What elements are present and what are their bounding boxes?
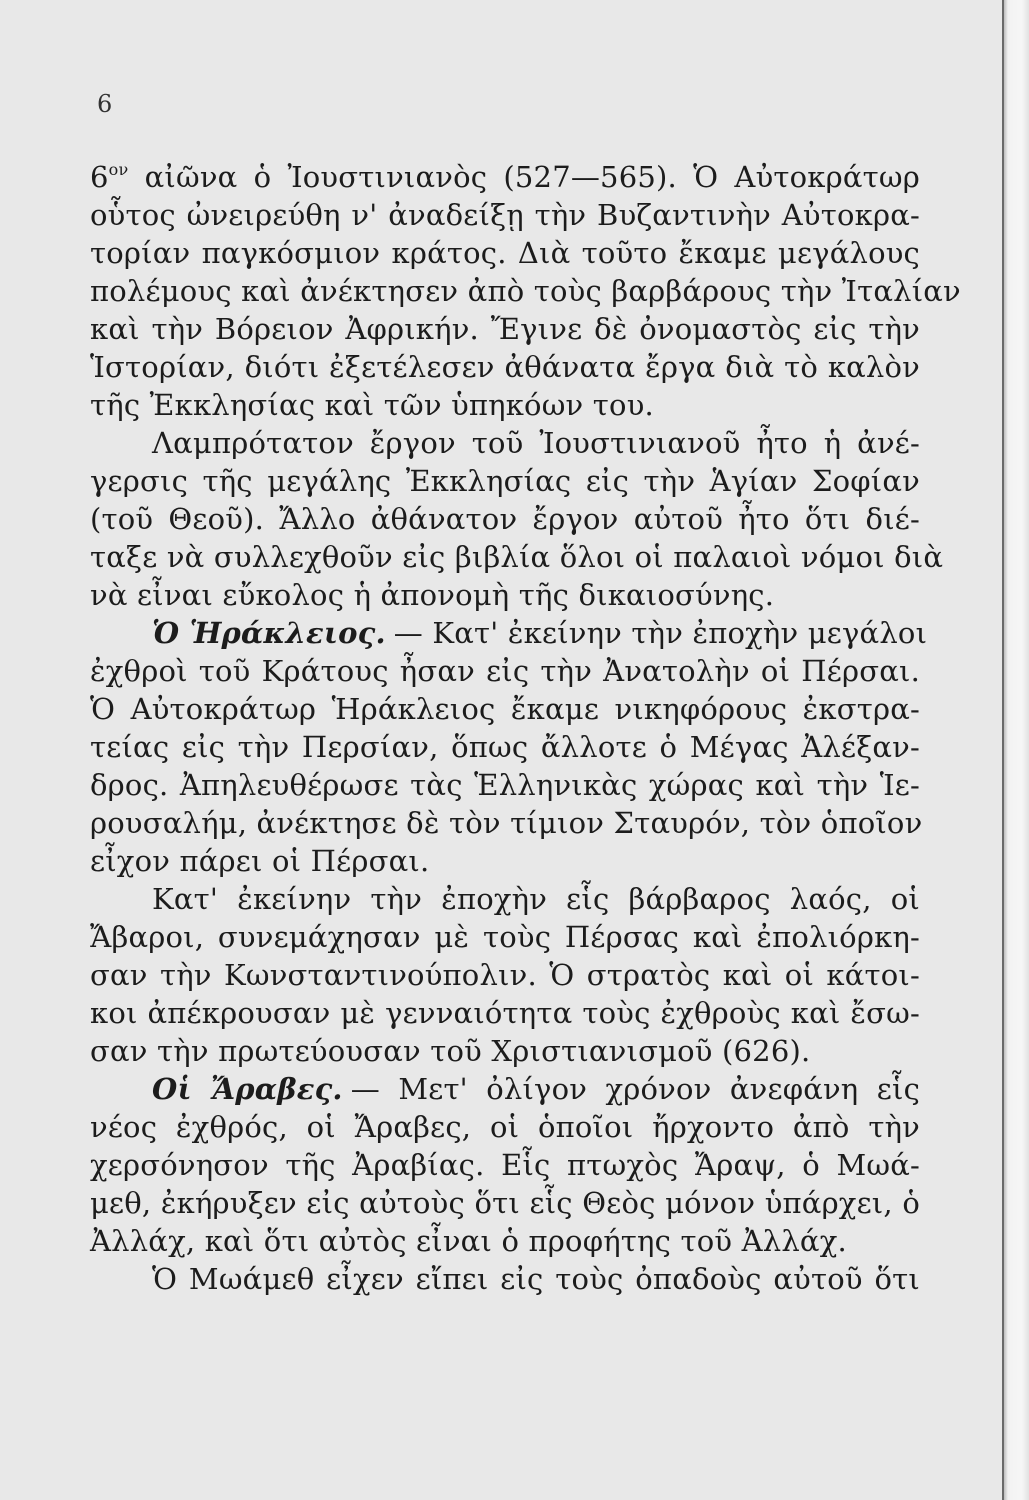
text-line: $6^{o\nu}$ αἰῶνα ὁ Ἰουστινιανὸς (527—565). Ὁ Αὐτοκράτωρ	[90, 160, 920, 194]
text-line: Ὁ Ἡράκλειος. — Κατ' ἐκείνην τὴν ἐποχὴν μεγάλοι	[152, 616, 928, 650]
text-line: Οἱ Ἄραβες. — Μετ' ὀλίγον χρόνον ἀνεφάνη εἷς	[152, 1072, 921, 1106]
text-line: μεθ, ἐκήρυξεν εἰς αὐτοὺς ὅτι εἷς Θεὸς μόνον ὑπάρχει, ὁ	[90, 1186, 920, 1220]
text-line: νὰ εἶναι εὔκολος ἡ ἀπονομὴ τῆς δικαιοσύνης.	[90, 578, 775, 612]
text-line: τῆς Ἐκκλησίας καὶ τῶν ὑπηκόων του.	[90, 388, 654, 422]
text-line: γερσις τῆς μεγάλης Ἐκκλησίας εἰς τὴν Ἁγίαν Σοφίαν	[90, 464, 920, 498]
text-line: ἐχθροὶ τοῦ Κράτους ἦσαν εἰς τὴν Ἀνατολὴν οἱ Πέρσαι.	[90, 654, 920, 688]
text-line: σαν τὴν Κωνσταντινούπολιν. Ὁ στρατὸς καὶ οἱ κάτοι-	[90, 958, 920, 992]
text-line: ταξε νὰ συλλεχθοῦν εἰς βιβλία ὅλοι οἱ παλαιοὶ νόμοι διὰ	[90, 540, 944, 574]
text-line: Ἄβαροι, συνεμάχησαν μὲ τοὺς Πέρσας καὶ ἐπολιόρκη-	[90, 920, 920, 954]
text-line: Ὁ Αὐτοκράτωρ Ἡράκλειος ἔκαμε νικηφόρους ἐκστρα-	[90, 692, 920, 726]
text-line: σαν τὴν πρωτεύουσαν τοῦ Χριστιανισμοῦ (626).	[90, 1034, 811, 1068]
text-line: Ἀλλάχ, καὶ ὅτι αὐτὸς εἶναι ὁ προφήτης τοῦ Ἀλλάχ.	[90, 1224, 847, 1258]
text-line: εἶχον πάρει οἱ Πέρσαι.	[90, 844, 430, 878]
text-line: Ἱστορίαν, διότι ἐξετέλεσεν ἀθάνατα ἔργα διὰ τὸ καλὸν	[90, 350, 920, 384]
text-line: Λαμπρότατον ἔργον τοῦ Ἰουστινιανοῦ ἦτο ἡ ἀνέ-	[152, 426, 920, 460]
text-line: Ὁ Μωάμεθ εἶχεν εἴπει εἰς τοὺς ὀπαδοὺς αὐτοῦ ὅτι	[152, 1262, 920, 1296]
page-number: 6	[97, 90, 113, 118]
section-heading: Ὁ Ἡράκλειος.	[152, 616, 386, 650]
text-line: οὗτος ὠνειρεύθη ν' ἀναδείξῃ τὴν Βυζαντινὴν Αὐτοκρα-	[90, 198, 920, 232]
text-line: καὶ τὴν Βόρειον Ἀφρικήν. Ἔγινε δὲ ὀνομαστὸς εἰς τὴν	[90, 312, 920, 346]
text-line: τορίαν παγκόσμιον κράτος. Διὰ τοῦτο ἔκαμε μεγάλους	[90, 236, 920, 270]
text-line: νέος ἐχθρός, οἱ Ἄραβες, οἱ ὁποῖοι ἤρχοντο ἀπὸ τὴν	[90, 1110, 920, 1144]
body-text	[90, 158, 961, 1298]
section-heading: Οἱ Ἄραβες.	[152, 1072, 343, 1106]
text-line: τείας εἰς τὴν Περσίαν, ὅπως ἄλλοτε ὁ Μέγας Ἀλέξαν-	[90, 730, 920, 764]
text-line: κοι ἀπέκρουσαν μὲ γενναιότητα τοὺς ἐχθροὺς καὶ ἔσω-	[90, 996, 920, 1030]
text-line: Κατ' ἐκείνην τὴν ἐποχὴν εἷς βάρβαρος λαός, οἱ	[152, 882, 920, 916]
text-line: δρος. Ἀπηλευθέρωσε τὰς Ἑλληνικὰς χώρας καὶ τὴν Ἱε-	[90, 768, 920, 802]
text-line: (τοῦ Θεοῦ). Ἄλλο ἀθάνατον ἔργον αὐτοῦ ἦτο ὅτι διέ-	[90, 502, 920, 536]
text-line: χερσόνησον τῆς Ἀραβίας. Εἷς πτωχὸς Ἄραψ, ὁ Μωά-	[90, 1148, 920, 1182]
text-line: πολέμους καὶ ἀνέκτησεν ἀπὸ τοὺς βαρβάρους τὴν Ἰταλίαν	[90, 274, 961, 308]
page-edge	[1002, 0, 1029, 1500]
text-line: ρουσαλήμ, ἀνέκτησε δὲ τὸν τίμιον Σταυρόν, τὸν ὁποῖον	[90, 806, 923, 840]
